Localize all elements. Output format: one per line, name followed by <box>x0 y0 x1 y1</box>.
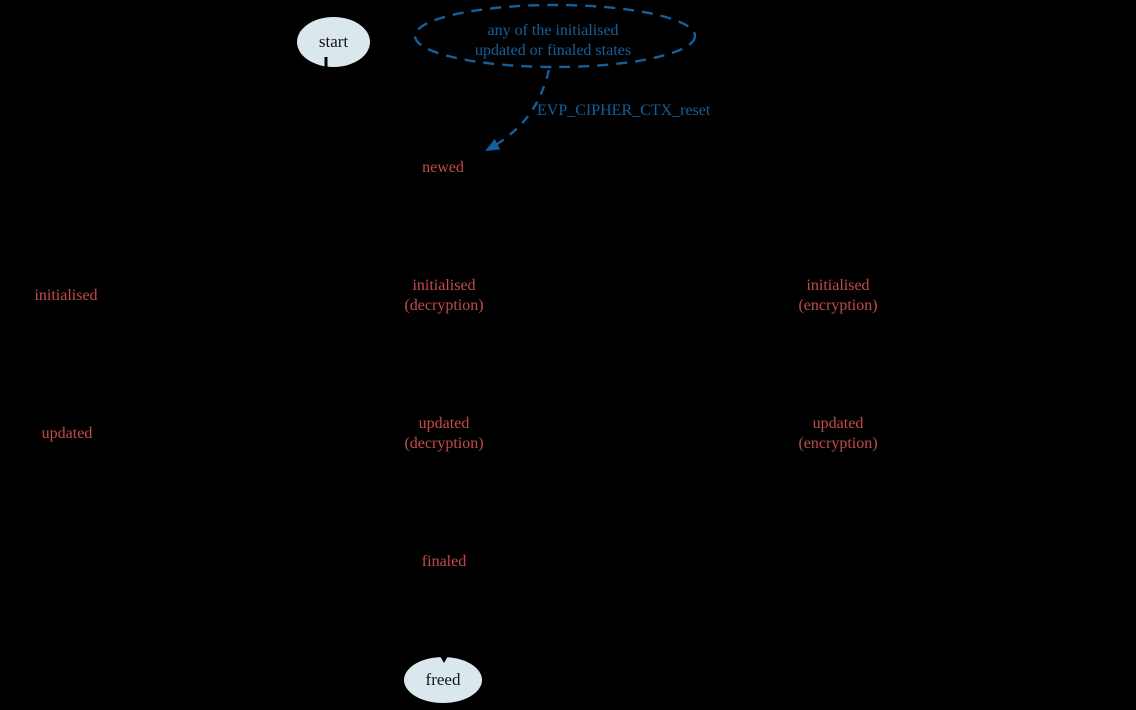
any-state-line2: updated or finaled states <box>475 42 631 59</box>
freed-node <box>404 657 482 703</box>
state-initialised-encryption-line1: initialised <box>806 277 870 294</box>
state-initialised: initialised <box>34 287 98 304</box>
state-initialised-encryption-line2: (encryption) <box>798 297 878 314</box>
state-updated: updated <box>41 425 93 442</box>
start-label: start <box>318 32 349 51</box>
state-updated-encryption <box>798 414 877 454</box>
state-initialised-decryption <box>404 276 483 316</box>
start-node <box>297 17 370 67</box>
state-updated-decryption-line1: updated <box>418 415 470 432</box>
state-initialised-encryption <box>798 276 877 316</box>
state-updated-decryption <box>404 414 483 454</box>
any-state-line1: any of the initialised <box>487 22 619 39</box>
freed-label: freed <box>425 670 461 689</box>
state-updated-encryption-line2: (encryption) <box>798 435 878 452</box>
state-newed: newed <box>422 159 464 176</box>
any-state-node-label <box>475 21 631 61</box>
state-updated-decryption-line2: (decryption) <box>404 435 484 452</box>
state-finaled: finaled <box>421 553 467 570</box>
state-initialised-decryption-line2: (decryption) <box>404 297 484 314</box>
state-updated-encryption-line1: updated <box>812 415 864 432</box>
state-initialised-decryption-line1: initialised <box>412 277 476 294</box>
reset-transition-label: EVP_CIPHER_CTX_reset <box>537 102 711 119</box>
